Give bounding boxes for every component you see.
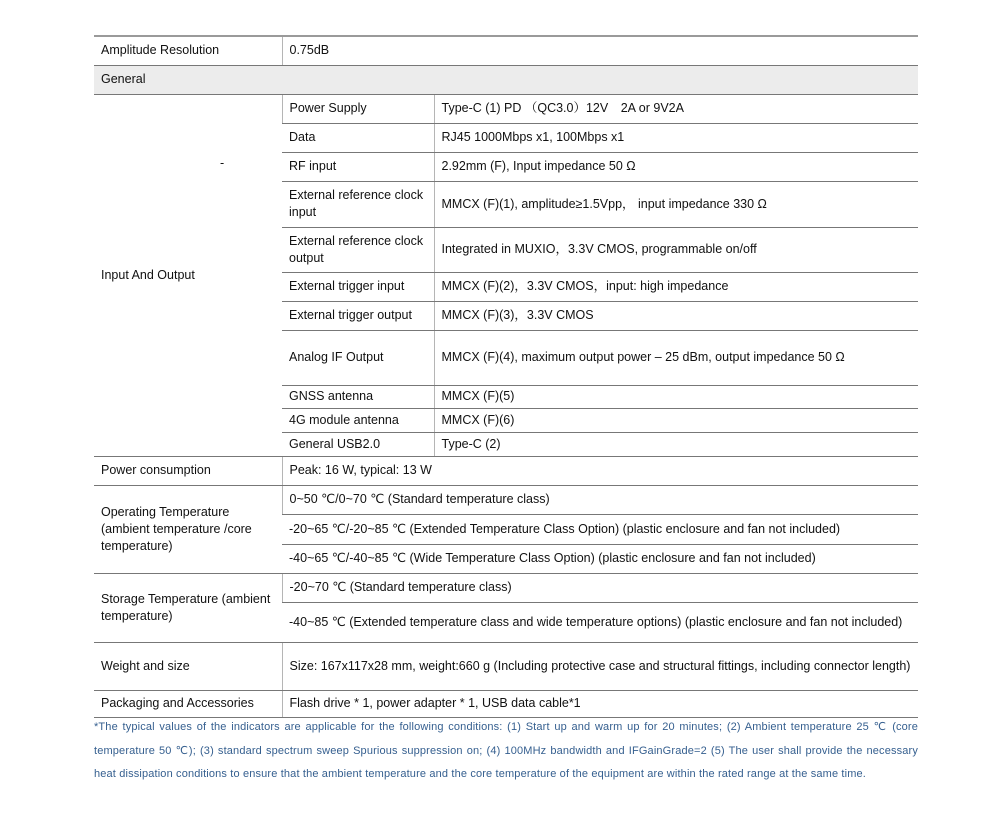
io-label: Input And Output [94,94,282,456]
table-row [94,36,918,65]
io-item-label: Analog IF Output [282,330,434,385]
io-item-value: Type-C (2) [434,432,918,456]
io-item-value: RJ45 1000Mbps x1, 100Mbps x1 [434,123,918,152]
io-item-label: Data [282,123,434,152]
table-row [94,642,918,690]
spec-table [94,35,918,718]
io-item-value: 2.92mm (F), Input impedance 50 Ω [434,152,918,181]
io-item-label: External reference clock input [282,181,434,227]
io-item-label: External trigger input [282,272,434,301]
row-label: Amplitude Resolution [94,36,282,65]
row-value: Peak: 16 W, typical: 13 W [282,456,918,485]
io-item-value: Integrated in MUXIO，3.3V CMOS, programmable on/off [434,227,918,272]
io-item-value: MMCX (F)(6) [434,408,918,432]
row-value: Size: 167x117x28 mm, weight:660 g (Including protective case and structural fittings, including connector length) [282,642,918,690]
table-row [94,94,918,123]
io-item-label: RF input [282,152,434,181]
io-item-label: 4G module antenna [282,408,434,432]
row-value: 0.75dB [282,36,918,65]
io-dash: - [220,156,225,170]
row-value: 0~50 ℃/0~70 ℃ (Standard temperature class) [282,485,918,514]
io-item-value: MMCX (F)(5) [434,385,918,408]
table-row [94,690,918,717]
row-value: -40~65 ℃/-40~85 ℃ (Wide Temperature Class Option) (plastic enclosure and fan not included) [282,544,918,573]
io-item-label: General USB2.0 [282,432,434,456]
row-value: -20~70 ℃ (Standard temperature class) [282,573,918,602]
io-item-value: MMCX (F)(1), amplitude≥1.5Vpp， input impedance 330 Ω [434,181,918,227]
io-item-value: MMCX (F)(2)，3.3V CMOS，input: high impedance [434,272,918,301]
row-value: Flash drive * 1, power adapter * 1, USB data cable*1 [282,690,918,717]
section-header-row [94,65,918,94]
io-item-label: External reference clock output [282,227,434,272]
row-label: Operating Temperature (ambient temperature /core temperature) [94,485,282,573]
row-value: -40~85 ℃ (Extended temperature class and wide temperature options) (plastic enclosure and fan not included) [282,602,918,642]
row-label: Storage Temperature (ambient temperature) [94,573,282,642]
table-row [94,485,918,514]
row-value: -20~65 ℃/-20~85 ℃ (Extended Temperature Class Option) (plastic enclosure and fan not included) [282,514,918,544]
io-item-value: Type-C (1) PD （QC3.0）12V 2A or 9V2A [434,94,918,123]
section-title: General [94,65,918,94]
io-item-label: External trigger output [282,301,434,330]
row-label: Power consumption [94,456,282,485]
io-item-label: Power Supply [282,94,434,123]
io-item-value: MMCX (F)(4), maximum output power – 25 dBm, output impedance 50 Ω [434,330,918,385]
row-label: Packaging and Accessories [94,690,282,717]
table-row [94,456,918,485]
row-label: Weight and size [94,642,282,690]
io-item-value: MMCX (F)(3)，3.3V CMOS [434,301,918,330]
footnote: *The typical values of the indicators are applicable for the following conditions: (1) Start up and warm up for 20 minutes; (2) Ambient temperature 25 ℃ (core temperature 50 ℃); (3) standard spectrum sweep Spurious suppression on; (4) 100MHz bandwidth and IFGainGrade=2 (5) The user shall provide the necessary heat dissipation conditions to ensure that the ambient temperature and the core temperature of the equipment are within the rated range at the same time. [94,721,918,780]
io-item-label: GNSS antenna [282,385,434,408]
table-row [94,573,918,602]
